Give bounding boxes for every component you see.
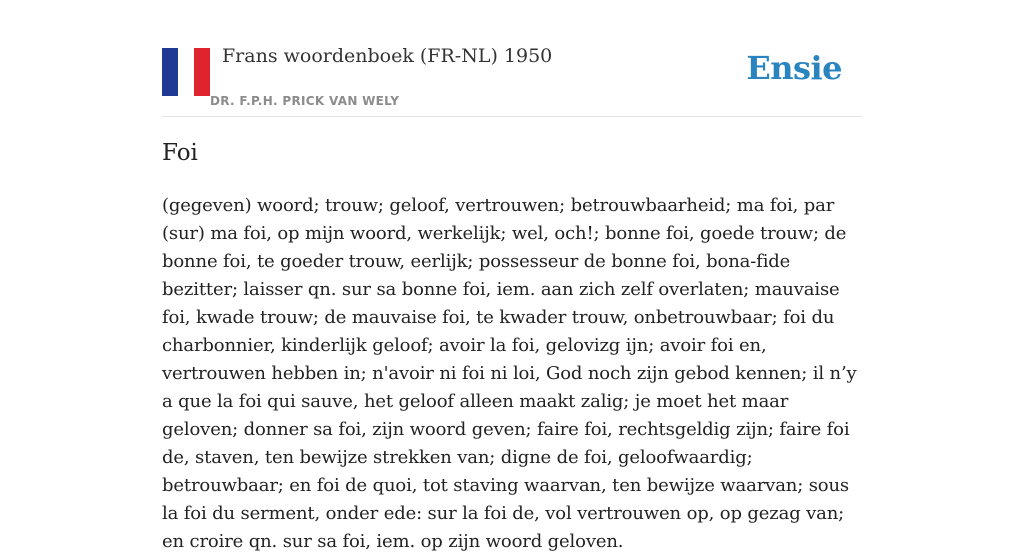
definition-line: (gegeven) woord; trouw; geloof, vertrouwen; betrouwbaarheid; ma foi, par (sur) [162,195,835,244]
definition-line: foi, te kwader trouw, onbetrouwbaar; foi du charbonnier, kinderlijk geloof; avoir la [162,307,835,356]
entry-headword: Foi [162,140,198,166]
entry-definition [162,192,862,556]
definition-line: zijn; faire foi de, staven, ten bewijze strekken van; digne de foi, geloofwaardig; [162,419,850,468]
definition-line: moet het maar geloven; donner sa foi, zijn woord geven; faire foi, rechtsgeldig [162,391,789,440]
flag-red-band [194,48,210,96]
definition-line: te goeder trouw, eerlijk; possesseur de bonne foi, bona-fide bezitter; laisser qn. sur [162,251,791,300]
dictionary-title[interactable]: Frans woordenboek (FR-NL) 1950 [222,45,553,67]
ensie-logo[interactable]: Ensie [746,49,842,87]
definition-line: ma foi, op mijn woord, werkelijk; wel, och!; bonne foi, goede trouw; de bonne foi, [162,223,847,272]
dictionary-author: DR. F.P.H. PRICK VAN WELY [210,94,400,108]
definition-line: sa bonne foi, iem. aan zich zelf overlaten; mauvaise foi, kwade trouw; de mauvaise [162,279,840,328]
definition-line: zijn gebod kennen; il n’y a que la foi qui sauve, het geloof alleen maakt zalig; je [162,363,857,412]
definition-line: sur sa foi, iem. op zijn woord geloven. [282,531,624,552]
france-flag-icon [162,48,210,96]
flag-white-band [178,48,194,96]
flag-blue-band [162,48,178,96]
dictionary-header [162,44,862,117]
definition-line: betrouwbaar; en foi de quoi, tot staving waarvan, ten bewijze waarvan; sous la foi [162,475,850,524]
definition-line: du serment, onder ede: sur la foi de, vol vertrouwen op, op gezag van; en croire qn. [162,503,845,552]
definition-line: foi, gelovizg ijn; avoir foi en, vertrouwen hebben in; n'avoir ni foi ni loi, God noch [162,335,767,384]
